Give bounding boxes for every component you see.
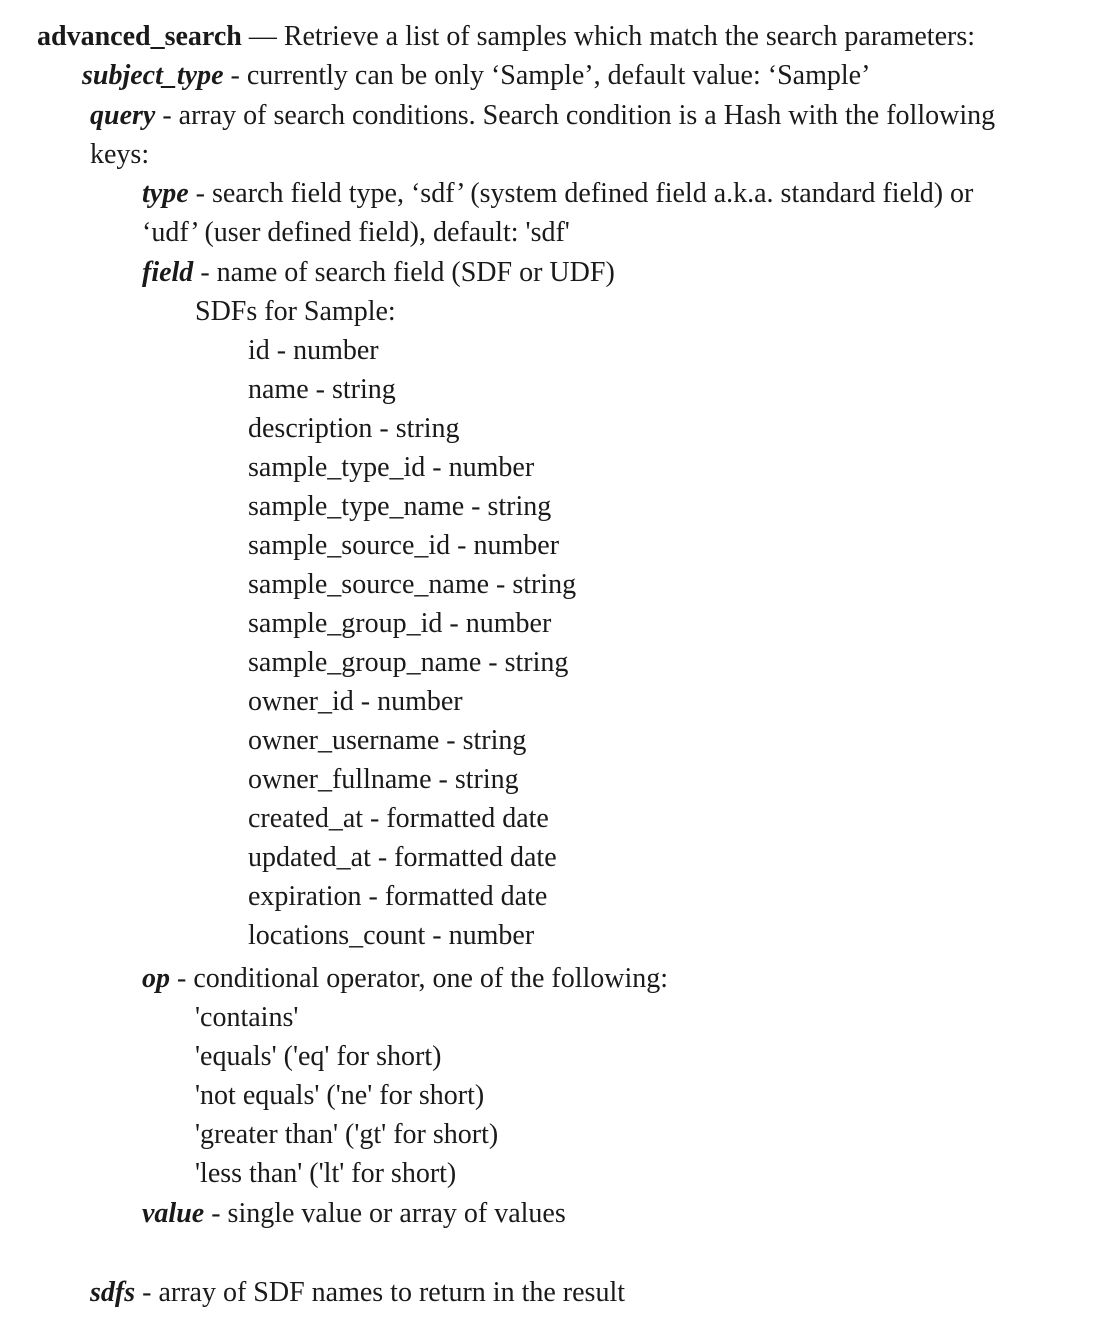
param-op [142, 959, 668, 998]
param-field [142, 253, 615, 292]
sdf-list [248, 331, 576, 955]
list-item: sample_source_id - number [248, 530, 560, 561]
header-dash: — [241, 21, 284, 52]
param-name: field [142, 257, 194, 288]
list-item: owner_id - number [248, 686, 463, 717]
param-name: subject_type [82, 60, 224, 91]
list-item: 'greater than' ('gt' for short) [195, 1119, 499, 1150]
list-item: expiration - formatted date [248, 881, 548, 912]
sdfs-heading: SDFs for Sample: [195, 296, 396, 327]
param-description: - currently can be only ‘Sample’, default value: ‘Sample’ [223, 60, 871, 91]
list-item: created_at - formatted date [248, 803, 549, 834]
list-item: 'not equals' ('ne' for short) [195, 1080, 485, 1111]
param-description: - single value or array of values [204, 1198, 566, 1229]
param-name: value [142, 1198, 205, 1229]
list-item: sample_type_id - number [248, 452, 535, 483]
param-description: - array of SDF names to return in the result [135, 1277, 626, 1308]
list-item: sample_source_name - string [248, 569, 577, 600]
param-subject-type [82, 56, 870, 95]
list-item: id - number [248, 335, 379, 366]
list-item: sample_group_name - string [248, 647, 569, 678]
list-item: 'less than' ('lt' for short) [195, 1158, 457, 1189]
list-item: 'contains' [195, 1002, 299, 1033]
param-name: sdfs [90, 1277, 136, 1308]
list-item: name - string [248, 374, 396, 405]
param-description: - conditional operator, one of the following: [170, 963, 669, 994]
list-item: sample_group_id - number [248, 608, 552, 639]
method-name: advanced_search [37, 21, 242, 52]
param-description: - array of search conditions. Search condition is a Hash with the following [155, 100, 996, 131]
list-item: owner_username - string [248, 725, 527, 756]
param-type-continued: ‘udf’ (user defined field), default: 'sdf' [142, 217, 570, 248]
param-name: type [142, 178, 189, 209]
param-description: - search field type, ‘sdf’ (system defined field a.k.a. standard field) or [188, 178, 974, 209]
list-item: updated_at - formatted date [248, 842, 557, 873]
list-item: description - string [248, 413, 460, 444]
param-query-continued: keys: [90, 139, 150, 170]
list-item: 'equals' ('eq' for short) [195, 1041, 442, 1072]
param-name: query [90, 100, 156, 131]
param-description: - name of search field (SDF or UDF) [193, 257, 615, 288]
method-description: Retrieve a list of samples which match the search parameters: [283, 21, 976, 52]
list-item: locations_count - number [248, 920, 535, 951]
list-item: sample_type_name - string [248, 491, 552, 522]
operator-list [195, 998, 498, 1193]
param-query [90, 96, 995, 135]
param-type [142, 174, 973, 213]
param-sdfs [90, 1273, 625, 1312]
method-header [37, 17, 975, 56]
param-name: op [142, 963, 170, 994]
param-value [142, 1194, 566, 1233]
list-item: owner_fullname - string [248, 764, 519, 795]
